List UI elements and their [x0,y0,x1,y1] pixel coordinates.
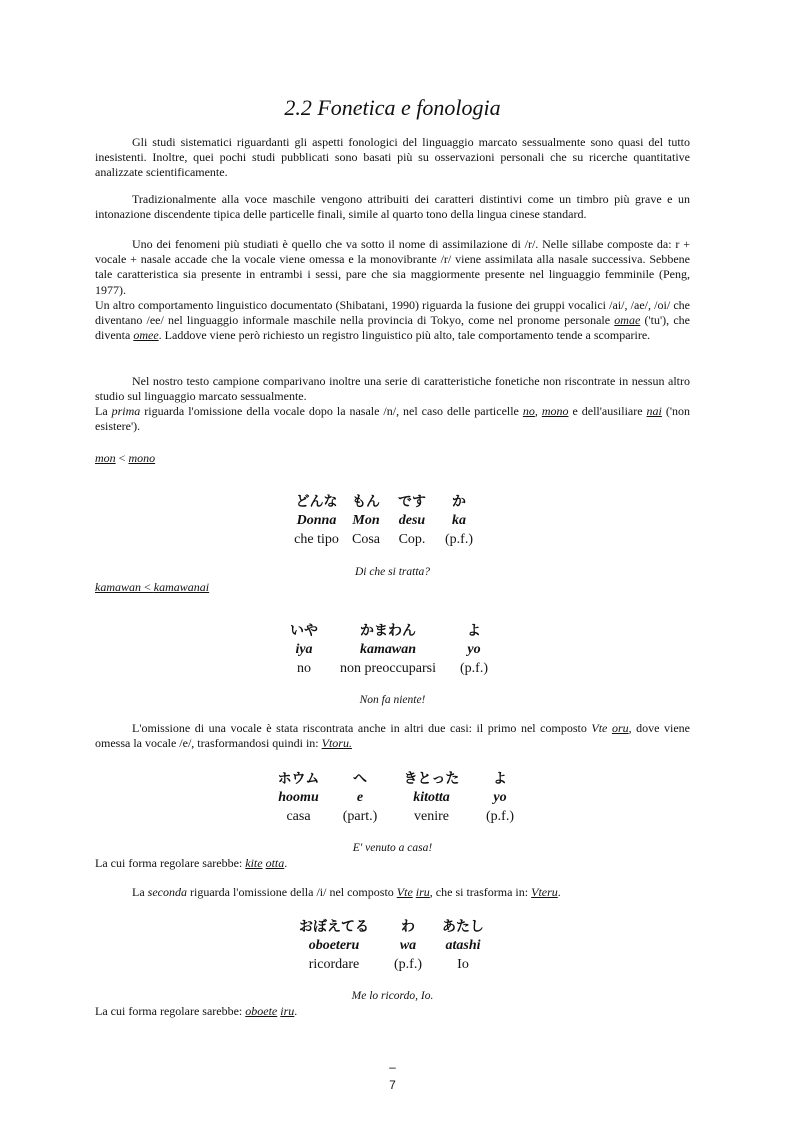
gloss-word: venire [414,808,449,824]
paragraph-5: Nel nostro testo campione comparivano inoltre una serie di caratteristiche fonetiche non riscontrate in nessun altro studio sul linguaggio marcato sessualmente. [95,374,690,404]
romaji-word: yo [493,789,507,805]
gloss-word: (p.f.) [445,531,473,547]
romaji-word: oboeteru [308,937,360,953]
section-title: 2.2 Fonetica e fonologia [284,95,501,120]
romaji-word: atashi [445,937,481,953]
gloss-word: (p.f.) [394,956,422,972]
example-3-regular-form: La cui forma regolare sarebbe: kite otta. [95,856,288,870]
jp-word: もん [352,493,380,510]
paragraph-2: Tradizionalmente alla voce maschile vengono attribuiti dei caratteri distintivi come un timbro più grave e un intonazione discendente tipica delle particelle finali, simile al quarto tono della lingua cinese standard. [95,192,690,222]
word-omae: omae [614,313,641,328]
jp-word: かまわん [360,622,416,639]
word-prima: prima [111,404,141,418]
gloss-word: (p.f.) [486,808,514,824]
jp-word: おぼえてる [299,918,369,935]
jp-word: か [452,493,466,510]
jp-word: へ [353,770,367,787]
jp-word: あたし [442,918,484,935]
romaji-word: kamawan [359,641,416,657]
gloss-word: casa [286,808,311,824]
gloss-word: (part.) [342,808,378,824]
example-2-label: kamawan < kamawanai [95,580,210,594]
paragraph-8: La seconda riguarda l'omissione della /i/ nel composto Vte iru, che si trasforma in: Vteru. [132,885,561,899]
example-3-translation: E' venuto a casa! [352,842,433,854]
example-4-translation: Me lo ricordo, Io. [351,990,434,1002]
paragraph-7: L'omissione di una vocale è stata riscontrata anche in altri due casi: il primo nel composto Vte oru, dove viene omessa la vocale /e/, trasformandosi quindi in: Vtoru. [95,721,691,751]
jp-word: よ [467,622,481,639]
gloss-word: che tipo [294,531,339,547]
example-4-regular-form: La cui forma regolare sarebbe: oboete iru. [95,1004,298,1018]
romaji-word: Donna [296,512,337,528]
example-3-gloss-table [270,767,530,826]
example-2-gloss-table [283,619,497,678]
romaji-word: kitotta [413,789,450,805]
romaji-word: hoomu [278,789,319,805]
document-page [95,0,690,1123]
gloss-word: no [297,660,311,676]
jp-word: きとった [403,770,460,787]
word-seconda: seconda [147,885,187,899]
romaji-word: ka [452,512,466,528]
gloss-word: (p.f.) [460,660,488,676]
word-iru: iru [415,885,430,899]
jp-word: いや [290,622,318,639]
jp-word: よ [493,770,507,787]
word-omee: omee [133,328,159,343]
paragraph-6: La prima riguarda l'omissione della vocale dopo la nasale /n/, nel caso delle particelle no, mono e dell'ausiliare nai ('non esistere'). [95,404,690,434]
gloss-word: non preoccuparsi [339,660,437,676]
example-2-translation: Non fa niente! [359,694,426,706]
example-1-gloss-table [288,490,481,549]
jp-word: です [398,493,426,510]
jp-word: どんな [295,493,338,510]
paragraph-4: Un altro comportamento linguistico documentato (Shibatani, 1990) riguarda la fusione dei gruppi vocalici /ai/, /ae/, /oi/ che diventano /ee/ nel linguaggio informale maschile nella provincia di Tokyo, come nel pronome personale omae ('tu'), che diventa omee. Laddove viene però richiesto un registro linguistico più alto, tale comportamento tende a scomparire. [95,298,691,343]
romaji-word: iya [295,641,313,657]
gloss-word: ricordare [308,956,360,972]
page-number: 7 [389,1078,396,1092]
word-mono: mono [541,404,569,418]
word-oru: oru [611,721,629,735]
footer-dash: – [389,1060,396,1074]
word-vteru: Vteru [531,885,558,899]
word-vtoru: Vtoru. [321,736,352,751]
example-1-label: mon < mono [95,451,156,465]
paragraph-3: Uno dei fenomeni più studiati è quello che va sotto il nome di assimilazione di /r/. Nelle sillabe composte da: r + vocale + nasale accade che la vocale viene omessa e la monovibrante /r/ viene assimilata alla nasale successiva. Sebbene tale caratteristica sia presente in entrambi i sessi, pare che sia maggiormente presente nel linguaggio femminile (Peng, 1977). [95,237,690,297]
jp-word: わ [401,918,415,935]
romaji-word: yo [467,641,481,657]
word-vte: Vte [396,885,413,899]
gloss-word: Cosa [352,531,380,547]
word-nai: nai [646,404,662,418]
example-1-translation: Di che si tratta? [354,566,431,578]
romaji-word: e [356,789,364,805]
word-no: no [522,404,535,418]
gloss-word: Io [457,956,469,972]
jp-word: ホウム [277,770,320,787]
romaji-word: wa [399,937,417,953]
gloss-word: Cop. [398,531,426,547]
romaji-word: Mon [352,512,380,528]
word-vte: Vte [591,721,608,735]
paragraph-1: Gli studi sistematici riguardanti gli aspetti fonologici del linguaggio marcato sessualmente sono quasi del tutto inesistenti. Inoltre, quei pochi studi pubblicati sono basati più su osservazioni personali che su ricerche quantitative analizzate scientificamente. [95,135,690,180]
example-4-gloss-table [285,915,493,974]
romaji-word: desu [398,512,426,528]
